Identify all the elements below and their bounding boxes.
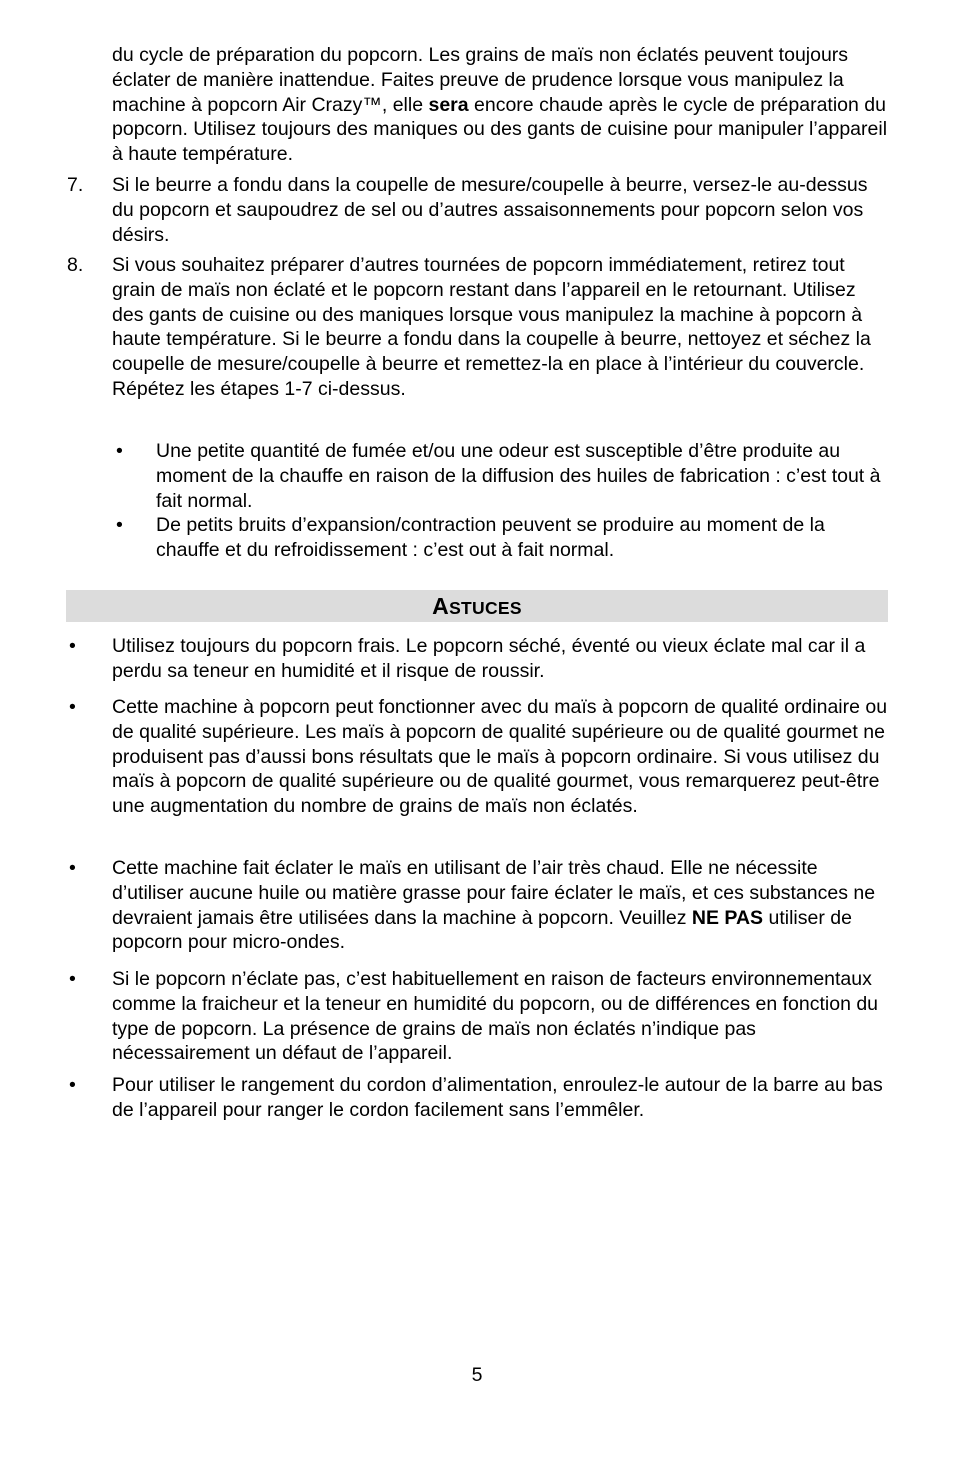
bullet-icon: • [116,514,123,537]
tip-text: Si le popcorn n’éclate pas, c’est habituellement en raison de facteurs environnementaux comme la fraicheur et la teneur en humidité du popcorn, ou de différences en fonction du type de popcorn. La présence de grains de maïs non éclatés n’indique pas nécessairement un défaut de l’appareil. [112,968,879,1065]
continuation-text-1: du cycle de préparation du popcorn. Les grains de maïs non éclatés peuvent toujours éclater de manière inattendue. Faites preuve de prudence lorsque vous manipulez la machine à popcorn Air Crazy™, elle [112,44,849,116]
tip-item [67,856,888,955]
step-text: Si le beurre a fondu dans la coupelle de mesure/coupelle à beurre, versez-le au-dessus du popcorn et saupoudrez de sel ou d’autres assaisonnements pour popcorn selon vos désirs. [112,174,868,246]
notes-list [112,439,888,563]
tip-text: Cette machine à popcorn peut fonctionner avec du maïs à popcorn de qualité ordinaire ou de qualité supérieure. Les maïs à popcorn de qualité supérieure ou de qualité gourmet ne produisent pas d’aussi bons résultats que le maïs à popcorn ordinaire. Si vous utilisez du maïs à popcorn de qualité supérieure ou de qualité gourmet, vous remarquerez peut-être une augmentation du nombre de grains de maïs non éclatés. [112,696,888,818]
tip-text-part: utiliser de popcorn pour micro-ondes. [112,906,852,954]
tip-text: Utilisez toujours du popcorn frais. Le popcorn séché, éventé ou vieux éclate mal car il a perdu sa teneur en humidité et il risque de roussir. [112,635,866,682]
bullet-icon: • [69,1074,76,1096]
tip-item [67,634,888,684]
tip-text-bold: NE PAS [691,906,764,929]
note-text: De petits bruits d’expansion/contraction peuvent se produire au moment de la chauffe et du refroidissement : c’est out à fait normal. [156,514,825,562]
bullet-icon: • [116,440,123,462]
step-item-8 [67,253,888,402]
bullet-icon: • [69,635,76,657]
tip-item [67,695,888,819]
tip-text: Pour utiliser le rangement du cordon d’alimentation, enroulez-le autour de la barre au bas de l’appareil pour ranger le cordon facilement sans l’emmêler. [112,1074,883,1121]
section-heading-initial: A [432,593,450,619]
bullet-icon: • [69,968,76,990]
note-text: Une petite quantité de fumée et/ou une odeur est susceptible d’être produite au moment de la chauffe en raison de la diffusion des huiles de fabrication : c’est tout à fait normal. [156,440,881,512]
step-text: Si vous souhaitez préparer d’autres tournées de popcorn immédiatement, retirez tout grain de maïs non éclaté et le popcorn restant dans l’appareil en le retournant. Utilisez des gants de cuisine ou des maniques lorsque vous manipulez la machine à popcorn à haute température. Si le beurre a fondu dans la coupelle à beurre, nettoyez et séchez la coupelle de mesure/coupelle à beurre et remettez-la en place à l’intérieur du couvercle. Répétez les étapes 1-7 ci-dessus. [112,254,871,400]
tip-item [67,967,888,1066]
bullet-icon: • [69,857,76,879]
continuation-text-2: encore chaude après le cycle de préparation du popcorn. Utilisez toujours des maniques ou des gants de cuisine pour manipuler l’appareil à haute température. [112,93,888,166]
section-heading-rest: STUCES [449,598,522,618]
section-heading [66,590,888,624]
note-item [112,513,888,563]
page-number: 5 [471,1364,483,1386]
tip-text-part: Cette machine fait éclater le maïs en utilisant de l’air très chaud. Elle ne nécessite d’utiliser aucune huile ou matière grasse pour faire éclater le maïs, et ces substances ne devraient jamais être utilisées dans la machine à popcorn. Veuillez [112,857,876,929]
note-item [112,439,888,513]
tip-item [67,1073,888,1123]
step-item-7 [67,173,888,247]
tip-text [112,856,888,955]
bullet-icon: • [69,696,76,718]
continuation-bold: sera [428,93,469,116]
continuation-paragraph [112,43,888,167]
step-number: 7. [67,174,84,196]
section-heading-bar [66,590,888,622]
step-number: 8. [67,254,84,276]
